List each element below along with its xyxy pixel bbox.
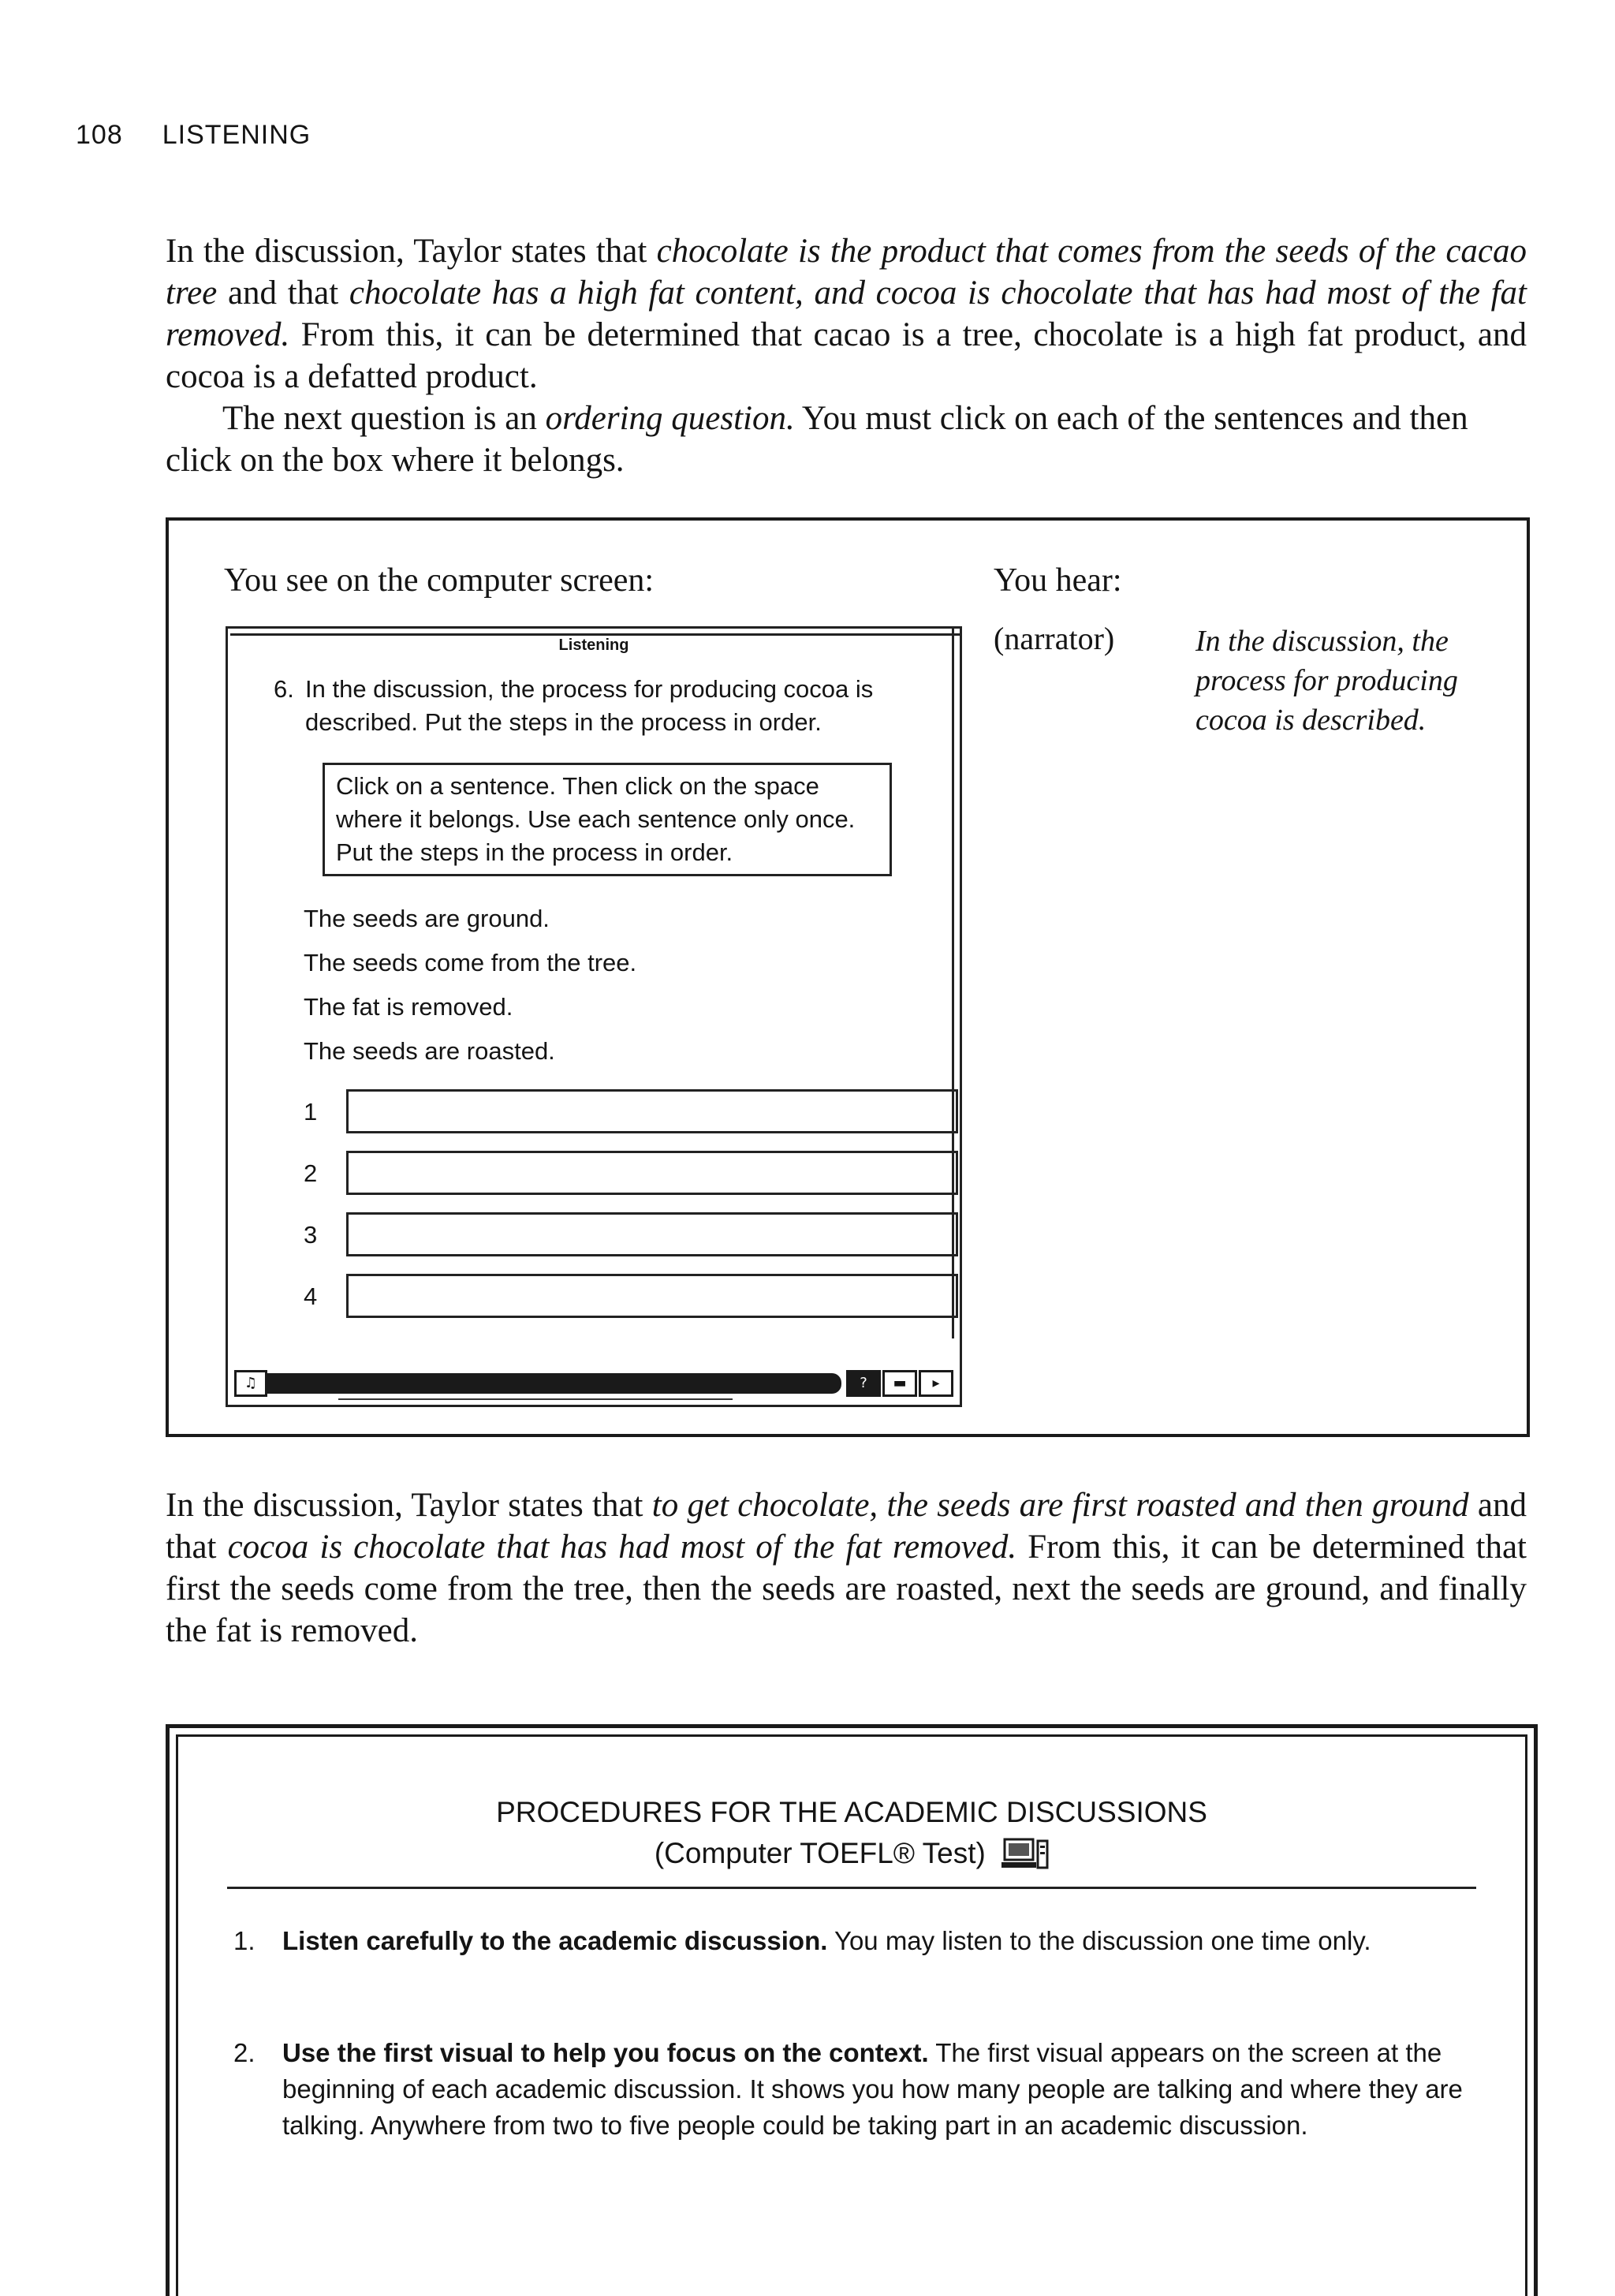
toolbar-underline [338,1398,733,1400]
question-text: In the discussion, the process for producing cocoa is described. Put the steps in the process in order. [305,675,874,736]
answer-slot-3[interactable] [346,1212,958,1256]
text-run: chocolate has a high fat content, and cocoa is chocolate that has had most of the fat removed. [166,274,1527,353]
text-run: to get chocolate, the seeds are first roasted and then ground [651,1487,1469,1524]
sentence-option[interactable]: The fat is removed. [304,993,513,1021]
procedures-subtitle: (Computer TOEFL® Test) [654,1837,986,1869]
procedures-title: PROCEDURES FOR THE ACADEMIC DISCUSSIONS [496,1796,1207,1828]
text-run: You must click on each of the sentences and then click on the box where it belongs. [166,400,1468,479]
text-run: cocoa is chocolate that has had most of the fat removed. [227,1529,1017,1566]
screen-toolbar [228,1365,960,1400]
slot-number: 1 [304,1098,318,1126]
text-run: From this, it can be determined that cacao is a tree, chocolate is a high fat product, and cocoa is a defatted product. [166,316,1527,395]
procedure-bold: Use the first visual to help you focus on the context. [282,2038,929,2067]
intro-paragraph [166,230,1527,481]
procedure-item [233,2035,1479,2144]
procedure-bold: Listen carefully to the academic discussion. [282,1926,828,1955]
toolbar-bar [259,1373,841,1394]
intro-sentence-2 [166,398,1527,481]
slot-number: 4 [304,1282,318,1310]
confirm-icon: ▬ [893,1375,907,1391]
answer-slot-1[interactable] [346,1089,958,1133]
volume-button[interactable] [234,1370,267,1397]
confirm-answer-button[interactable] [882,1370,917,1397]
slot-number: 2 [304,1159,318,1187]
narration-text: In the discussion, the process for producing cocoa is described. [1195,625,1458,737]
arrow-right-icon: ▸ [932,1375,940,1391]
procedure-number: 2. [233,2038,255,2067]
procedure-body: You may listen to the discussion one time only. [827,1926,1371,1955]
procedure-body: The first visual appears on the screen at the beginning of each academic discussion. It shows you how many people are talking and where they are talking. Anywhere from two to five people could be taking part in an academic discussion. [282,2038,1463,2140]
procedures-box [166,1724,1538,2296]
section-title: LISTENING [162,120,311,150]
text-run: ordering question. [545,400,795,437]
answer-slot-2[interactable] [346,1151,958,1195]
text-run: In the discussion, Taylor states that [166,233,657,270]
example-panel [166,517,1530,1437]
computer-icon [1001,1838,1049,1880]
procedures-divider [227,1887,1476,1889]
procedure-text [282,1923,1479,1959]
procedure-number: 1. [233,1926,255,1955]
help-button[interactable]: ? [846,1370,881,1397]
speaker-icon: ♫ [244,1375,258,1391]
narrator-label: (narrator) [994,621,1115,656]
procedures-subtitle-line [178,1833,1525,1880]
page-number: 108 [76,120,123,150]
next-button[interactable] [919,1370,953,1397]
text-run: In the discussion, Taylor states that [166,1487,652,1524]
explanation-paragraph [166,1484,1527,1652]
text-run: and that [217,274,349,312]
procedures-heading [178,1792,1525,1880]
text-run: and that [166,1487,1527,1566]
procedure-text [282,2035,1479,2144]
sentence-option[interactable]: The seeds come from the tree. [304,949,637,976]
question [274,673,920,739]
sentence-option[interactable]: The seeds are ground. [304,905,550,932]
computer-screen [226,626,962,1407]
see-label: You see on the computer screen: [224,562,655,599]
hear-label: You hear: [994,562,1122,599]
running-head [76,120,311,151]
intro-sentence-1 [166,233,1527,395]
answer-slot-4[interactable] [346,1274,958,1318]
sentence-option[interactable]: The seeds are roasted. [304,1037,555,1065]
text-run: From this, it can be determined that first the seeds come from the tree, then the seeds are roasted, next the seeds are ground, and finally the fat is removed. [166,1529,1527,1649]
text-run: The next question is an [222,400,546,437]
text-run: chocolate is the product that comes from the seeds of the cacao tree [166,233,1527,312]
question-number: 6. [274,675,294,703]
instruction-box: Click on a sentence. Then click on the space where it belongs. Use each sentence only once. Put the steps in the process in order. [323,763,892,876]
procedure-item [233,1923,1479,1959]
screen-title: Listening [558,637,629,654]
procedures-inner-border [176,1734,1527,2296]
slot-number: 3 [304,1221,318,1249]
